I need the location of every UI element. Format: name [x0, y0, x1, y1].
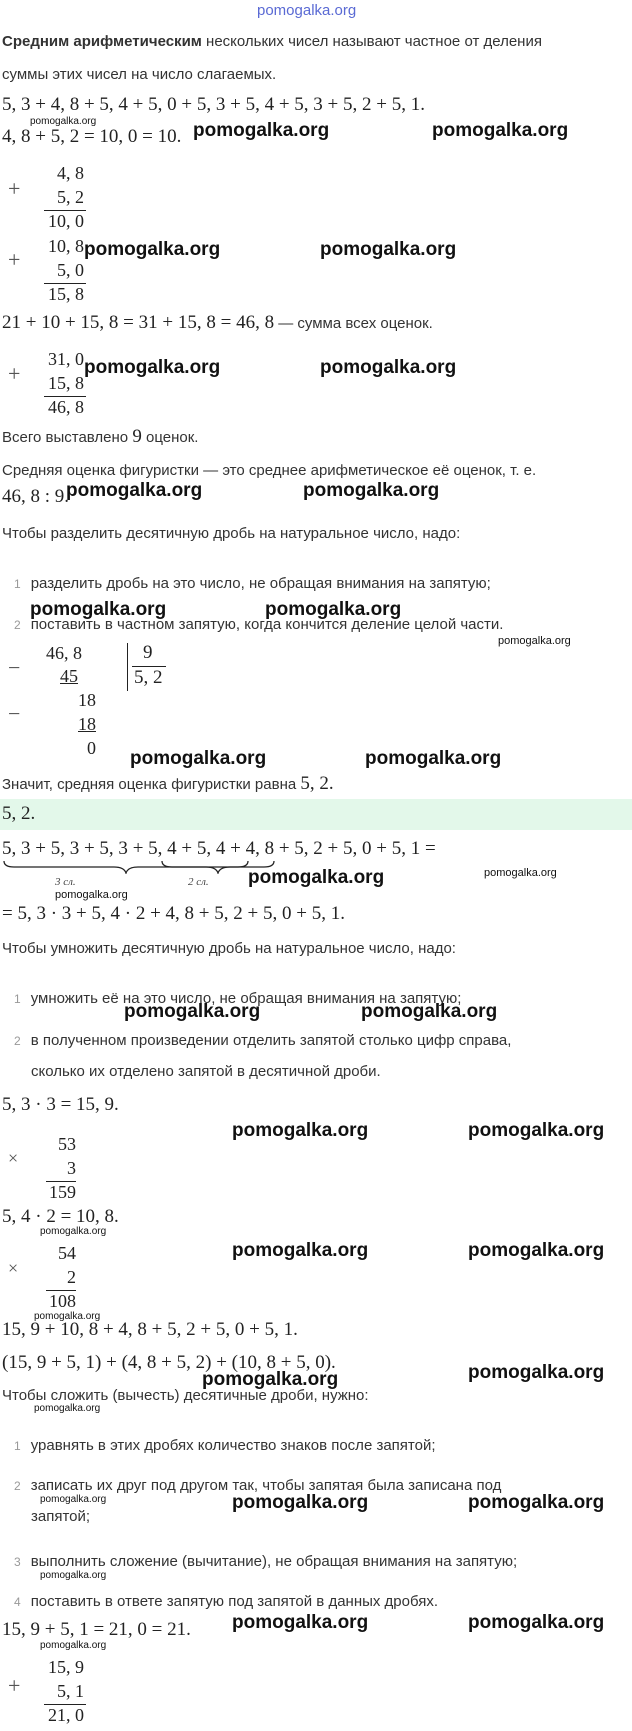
answer-highlight — [0, 799, 632, 830]
intro-rest: нескольких чисел называют частное от деления — [201, 33, 542, 50]
watermark: pomogalka.org — [232, 1492, 369, 1513]
watermark: pomogalka.org — [432, 120, 569, 141]
watermark: pomogalka.org — [232, 1612, 369, 1633]
division-bar — [127, 643, 128, 691]
watermark: pomogalka.org — [468, 1120, 605, 1141]
subtrahend: 18 — [78, 714, 96, 734]
brace-label: 3 сл. — [55, 876, 76, 888]
rule-number: 4 — [14, 1595, 21, 1609]
watermark: pomogalka.org — [361, 1001, 498, 1022]
column-operand: 15, 9 — [48, 1657, 84, 1677]
brace-label: 2 сл. — [188, 876, 209, 888]
eq-add1: 4, 8 + 5, 2 = 10, 0 = 10. — [2, 126, 182, 147]
rule-text: сколько их отделено запятой в десятичной дроби. — [31, 1063, 381, 1080]
divisor: 9 — [143, 642, 153, 663]
column-operand: 3 — [67, 1158, 76, 1178]
remainder: 0 — [87, 738, 96, 758]
eq-line2: (15, 9 + 5, 1) + (4, 8 + 5, 2) + (10, 8 + 5, 0). — [2, 1352, 336, 1373]
mul-rule-item — [14, 1063, 381, 1081]
eq-line1: 15, 9 + 10, 8 + 4, 8 + 5, 2 + 5, 0 + 5, 1. — [2, 1319, 298, 1340]
watermark: pomogalka.org — [320, 357, 457, 378]
count-number: 9 — [132, 426, 142, 447]
watermark: pomogalka.org — [468, 1492, 605, 1513]
column-operand: 2 — [67, 1267, 76, 1287]
column-result: 159 — [49, 1182, 76, 1202]
rule-text: уравнять в этих дробях количество знаков после запятой; — [30, 1437, 436, 1454]
rule-number: 1 — [14, 992, 21, 1006]
rule-text: записать их друг под другом так, чтобы запятая была записана под — [30, 1477, 502, 1494]
plus-sign: + — [8, 176, 21, 201]
count-tail: оценок. — [141, 429, 199, 446]
eq-sum-all: 5, 3 + 4, 8 + 5, 4 + 5, 0 + 5, 3 + 5, 4 + 5, 3 + 5, 2 + 5, 1. — [2, 94, 425, 115]
rule-text: поставить в ответе запятую под запятой в данных дробях. — [30, 1593, 439, 1610]
column-operand: 54 — [58, 1243, 76, 1263]
mul-rule-item — [14, 1032, 511, 1050]
column-operand: 15, 8 — [48, 373, 84, 393]
minus-sign: − — [8, 655, 21, 680]
watermark: pomogalka.org — [265, 599, 402, 620]
watermark-small: pomogalka.org — [40, 1226, 107, 1237]
watermark-small: pomogalka.org — [484, 867, 557, 879]
column-result: 21, 0 — [48, 1705, 84, 1725]
watermark-top: pomogalka.org — [257, 2, 357, 19]
avg-expr: 46, 8 : 9. — [2, 486, 70, 507]
rule-number: 3 — [14, 1555, 21, 1569]
column-operand: 4, 8 — [57, 163, 84, 183]
dividend: 46, 8 — [46, 643, 82, 663]
watermark-small: pomogalka.org — [498, 635, 571, 647]
group-plus: + — [127, 838, 149, 859]
column-operand: 53 — [58, 1134, 76, 1154]
column-result: 108 — [49, 1291, 76, 1311]
count-line — [2, 426, 198, 448]
conclusion-text: Значит, средняя оценка фигуристки равна — [2, 776, 301, 793]
add-rule-item — [14, 1553, 517, 1571]
watermark: pomogalka.org — [303, 480, 440, 501]
minus-sign: − — [8, 701, 21, 726]
rule-text: умножить её на это число, не обращая внимания на запятую; — [30, 990, 462, 1007]
watermark-small: pomogalka.org — [40, 1640, 107, 1651]
div-rule-item — [14, 575, 491, 593]
column-operand: 10, 8 — [48, 236, 84, 256]
group-one: 5, 3 + 5, 3 + 5, 3 — [2, 838, 128, 859]
column-result: 15, 8 — [48, 284, 84, 304]
rule-number: 1 — [14, 577, 21, 591]
watermark: pomogalka.org — [365, 748, 502, 769]
times-sign: × — [8, 1148, 19, 1168]
watermark: pomogalka.org — [30, 599, 167, 620]
eq-final: 15, 9 + 5, 1 = 21, 0 = 21. — [2, 1619, 191, 1640]
rule-text: запятой; — [31, 1508, 91, 1525]
column-operand: 5, 0 — [57, 260, 84, 280]
mul-rule-title: Чтобы умножить десятичную дробь на натуральное число, надо: — [2, 940, 456, 957]
watermark-small: pomogalka.org — [40, 1570, 107, 1581]
watermark: pomogalka.org — [84, 239, 221, 260]
conclusion-line — [2, 773, 334, 795]
rule-text: выполнить сложение (вычитание), не обращая внимания на запятую; — [30, 1553, 518, 1570]
rule-text: поставить в частном запятую, когда кончится деление целой части. — [30, 616, 504, 633]
plus-sign: + — [8, 247, 21, 272]
watermark: pomogalka.org — [232, 1120, 369, 1141]
watermark-small: pomogalka.org — [40, 1494, 107, 1505]
watermark-small: pomogalka.org — [34, 1311, 101, 1322]
answer: 5, 2. — [2, 803, 36, 824]
group-rest: + 4, 8 + 5, 2 + 5, 0 + 5, 1 = — [225, 838, 436, 859]
watermark: pomogalka.org — [232, 1240, 369, 1261]
quotient: 5, 2 — [134, 667, 163, 688]
intro-definition — [2, 33, 542, 50]
watermark: pomogalka.org — [130, 748, 267, 769]
watermark: pomogalka.org — [66, 480, 203, 501]
watermark-small: pomogalka.org — [30, 116, 97, 127]
div-rule-title: Чтобы разделить десятичную дробь на натуральное число, надо: — [2, 525, 461, 542]
column-result: 10, 0 — [48, 211, 84, 231]
conclusion-value: 5, 2. — [300, 773, 334, 794]
add-rule-item — [14, 1437, 436, 1455]
remainder: 18 — [78, 690, 96, 710]
subtrahend: 45 — [60, 666, 78, 686]
watermark-small: pomogalka.org — [55, 889, 128, 901]
eq-mul2: 5, 4 · 2 = 10, 8. — [2, 1206, 119, 1227]
watermark: pomogalka.org — [468, 1362, 605, 1383]
avg-text: Средняя оценка фигуристки — это среднее арифметическое её оценок, т. е. — [2, 462, 537, 479]
watermark: pomogalka.org — [202, 1369, 339, 1390]
column-result: 46, 8 — [48, 397, 84, 417]
eq-total-note: — сумма всех оценок. — [274, 315, 433, 332]
rule-number: 2 — [14, 1479, 21, 1493]
times-sign: × — [8, 1258, 19, 1278]
add-rule-item — [14, 1508, 90, 1526]
watermark-small: pomogalka.org — [34, 1403, 101, 1414]
group-two: 5, 4 + 5, 4 — [148, 838, 226, 859]
column-operand: 5, 2 — [57, 187, 84, 207]
plus-sign: + — [8, 361, 21, 386]
column-operand: 5, 1 — [57, 1681, 84, 1701]
rule-number: 2 — [14, 1034, 21, 1048]
rule-text: в полученном произведении отделить запятой столько цифр справа, — [30, 1032, 512, 1049]
column-operand: 31, 0 — [48, 349, 84, 369]
rule-text: разделить дробь на это число, не обращая внимания на запятую; — [30, 575, 491, 592]
intro-bold: Средним арифметическим — [2, 33, 202, 50]
rule-number: 2 — [14, 618, 21, 632]
watermark: pomogalka.org — [124, 1001, 261, 1022]
count-text: Всего выставлено — [2, 429, 133, 446]
group-result: = 5, 3 · 3 + 5, 4 · 2 + 4, 8 + 5, 2 + 5, 0 + 5, 1. — [2, 903, 345, 924]
intro-line2: суммы этих чисел на число слагаемых. — [2, 66, 277, 83]
add-rule-title: Чтобы сложить (вычесть) десятичные дроби, нужно: — [2, 1387, 369, 1404]
plus-sign: + — [8, 1673, 21, 1698]
watermark: pomogalka.org — [84, 357, 221, 378]
watermark: pomogalka.org — [320, 239, 457, 260]
group-expr — [2, 838, 436, 860]
add-rule-item — [14, 1593, 438, 1611]
watermark: pomogalka.org — [248, 867, 385, 888]
watermark: pomogalka.org — [468, 1612, 605, 1633]
eq-total: 21 + 10 + 15, 8 = 31 + 15, 8 = 46, 8 — [2, 312, 275, 333]
eq-mul1: 5, 3 · 3 = 15, 9. — [2, 1094, 119, 1115]
watermark: pomogalka.org — [193, 120, 330, 141]
rule-number: 1 — [14, 1439, 21, 1453]
watermark: pomogalka.org — [468, 1240, 605, 1261]
eq-total-line — [2, 312, 433, 334]
